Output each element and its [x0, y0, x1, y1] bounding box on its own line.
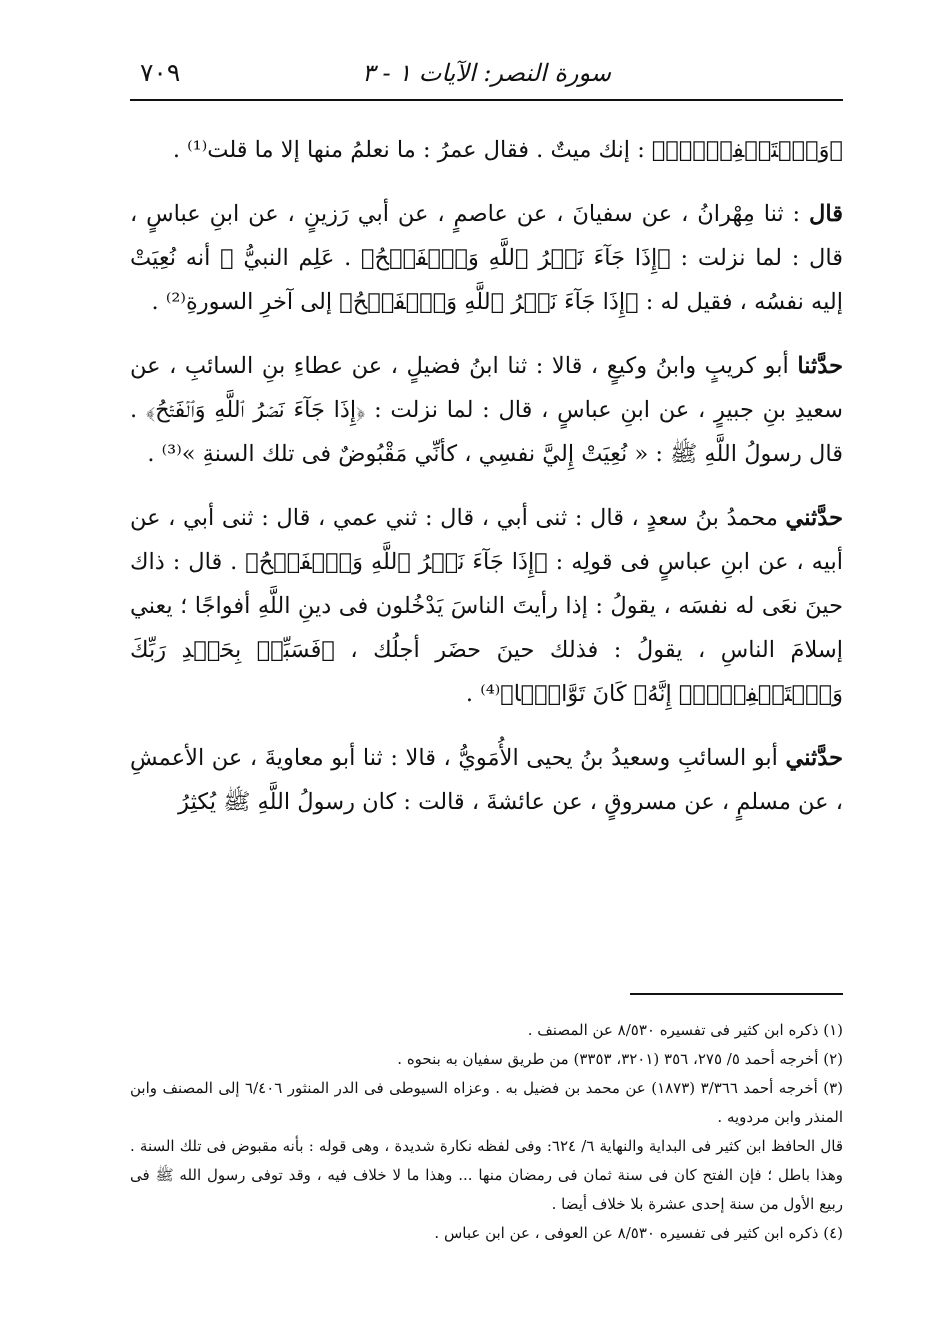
footnote-separator [630, 993, 843, 995]
paragraph-lead: حدَّثنا [797, 353, 843, 379]
page-header [130, 52, 843, 94]
paragraph [130, 496, 843, 716]
paragraph [130, 128, 843, 172]
footnotes [130, 1016, 843, 1248]
paragraph [130, 344, 843, 476]
footnote: (٢) أخرجه أحمد ٥/ ٢٧٥، ٣٥٦ (٣٢٠١، ٣٣٥٣) من طريق سفيان به بنحوه . [397, 1050, 843, 1068]
header-rule [130, 99, 843, 101]
paragraph-lead: حدَّثني [785, 745, 843, 771]
footnote: (٤) ذكره ابن كثير فى تفسيره ٨/٥٣٠ عن العوفى ، عن ابن عباس . [434, 1224, 843, 1242]
paragraph [130, 736, 843, 824]
footnote: (١) ذكره ابن كثير فى تفسيره ٨/٥٣٠ عن المصنف . [527, 1021, 843, 1039]
paragraph-text: ﴿وَٱسۡتَغۡفِرۡهُۚ﴾ : إنك ميتٌ . فقال عمرُ : ما نعلمُ منها إلا ما قلت⁽¹⁾ . [172, 137, 843, 163]
page-number: ٧٠٩ [140, 58, 181, 87]
footnote: قال الحافظ ابن كثير فى البداية والنهاية ٦/ ٦٢٤: وفى لفظه نكارة شديدة ، وهى قوله : بأنه مقبوض فى تلك السنة . وهذا باطل ؛ فإن الفتح كان فى سنة ثمان فى رمضان منها ... وهذا ما لا خلاف فيه ، وقد توفى رسول الله ﷺ فى ربيع الأول من سنة إحدى عشرة بلا خلاف أيضا . [130, 1137, 843, 1213]
paragraph-text: أبو كريبٍ وابنُ وكيعٍ ، قالا : ثنا ابنُ فضيلٍ ، عن عطاءِ بنِ السائبِ ، عن سعيدِ بنِ جبيرٍ ، عن ابنِ عباسٍ ، قال : لما نزلت : ﴿إِذَا جَآءَ نَصۡرُ ٱللَّهِ وَٱلۡفَتۡحُ﴾ . قال رسولُ اللَّهِ ﷺ : « نُعِيَتْ إِليَّ نفسِي ، كأنِّي مَقْبُوضٌ فى تلك السنةِ »⁽³⁾ . [130, 353, 843, 467]
paragraph-text: أبو السائبِ وسعيدُ بنُ يحيى الأُمَويُّ ، قالا : ثنا أبو معاويةَ ، عن الأعمشِ ، عن مسلمٍ ، عن مسروقٍ ، عن عائشةَ ، قالت : كان رسولُ اللَّهِ ﷺ يُكثِرُ [130, 745, 843, 815]
paragraph-text: محمدُ بنُ سعدٍ ، قال : ثنى أبي ، قال : ثني عمي ، قال : ثنى أبي ، عن أبيه ، عن ابنِ عباسٍ فى قولِه : ﴿إِذَا جَآءَ نَصۡرُ ٱللَّهِ وَٱلۡفَتۡحُ﴾ . قال : ذاك حينَ نعَى له نفسَه ، يقولُ : إذا رأيتَ الناسَ يَدْخُلون فى دينِ اللَّهِ أفواجًا ؛ يعني إسلامَ الناسِ ، يقولُ : فذلك حينَ حضَر أجلُك ، ﴿فَسَبِّحۡ بِحَمۡدِ رَبِّكَ وَٱسۡتَغۡفِرۡهُۚ إِنَّهُۥ كَانَ تَوَّابَۢا﴾⁽⁴⁾ . [130, 505, 843, 707]
paragraph-text: : ثنا مِهْرانُ ، عن سفيانَ ، عن عاصمٍ ، عن أبي رَزينٍ ، عن ابنِ عباسٍ ، قال : لما نزلت : ﴿إِذَا جَآءَ نَصۡرُ ٱللَّهِ وَٱلۡفَتۡحُ﴾ . عَلِم النبيُّ ﷺ أنه نُعِيَتْ إليه نفسُه ، فقيل له : ﴿إِذَا جَآءَ نَصۡرُ ٱللَّهِ وَٱلۡفَتۡحُ﴾ إلى آخرِ السورةِ⁽²⁾ . [130, 201, 843, 315]
footnote: (٣) أخرجه أحمد ٣/٣٦٦ (١٨٧٣) عن محمد بن فضيل به . وعزاه السيوطى فى الدر المنثور ٦/٤٠٦ إلى المصنف وابن المنذر وابن مردويه . [130, 1079, 843, 1126]
body-text [130, 128, 843, 844]
paragraph [130, 192, 843, 324]
paragraph-lead: حدَّثني [785, 505, 843, 531]
running-title: سورة النصر: الآيات ١ - ٣ [361, 59, 612, 87]
paragraph-lead: قال [809, 201, 843, 227]
